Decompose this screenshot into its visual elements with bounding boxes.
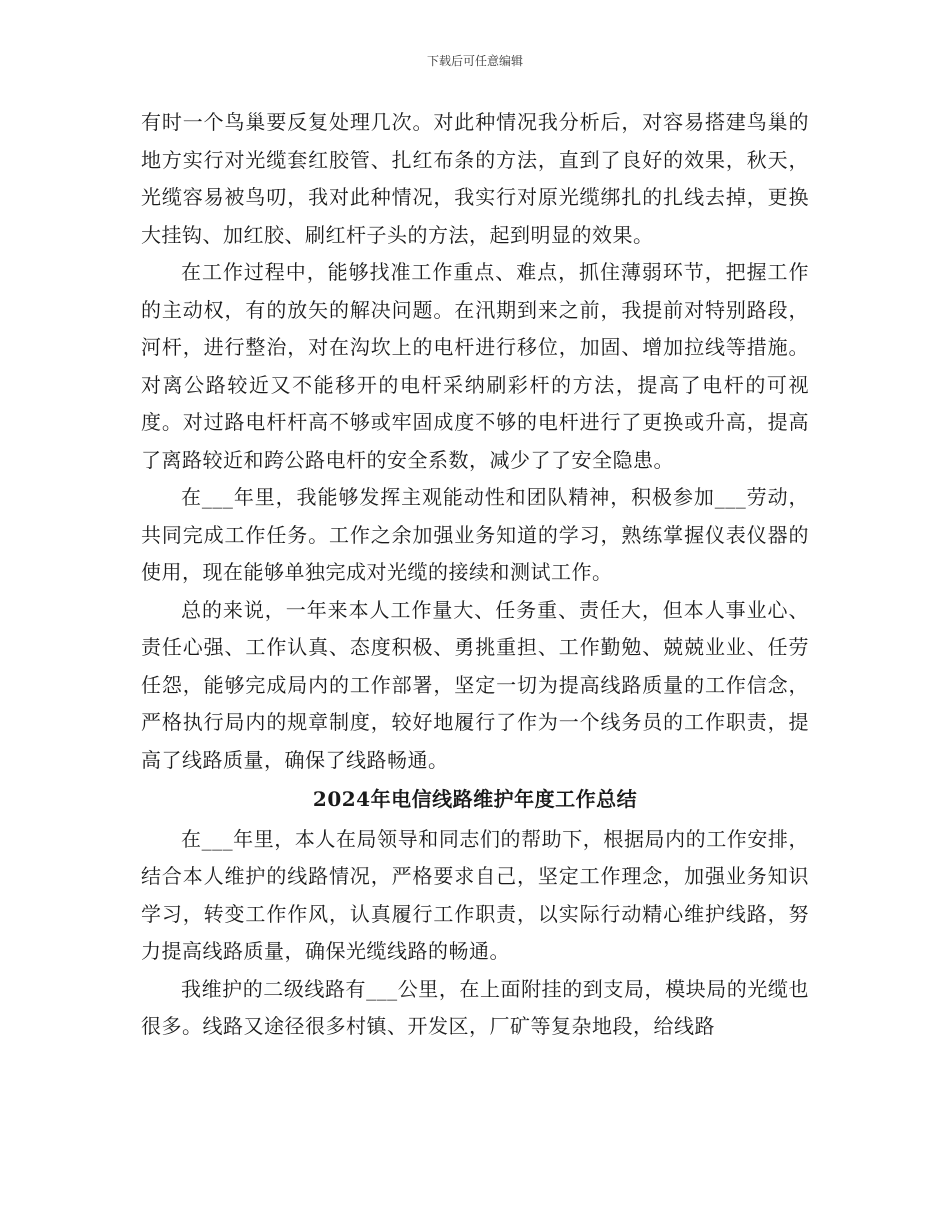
paragraph-3: 在___年里，我能够发挥主观能动性和团队精神，积极参加___劳动，共同完成工作任务。工作之余加强业务知道的学习，熟练掌握仪表仪器的使用，现在能够单独完成对光缆的接续和测试工作。 — [141, 485, 809, 584]
document-body — [141, 104, 809, 1046]
paragraph-1: 有时一个鸟巢要反复处理几次。对此种情况我分析后，对容易搭建鸟巢的地方实行对光缆套红胶管、扎红布条的方法，直到了良好的效果，秋天，光缆容易被鸟叨，我对此种情况，我实行对原光缆绑扎的扎线去掉，更换大挂钩、加红胶、刷红杆子头的方法，起到明显的效果。 — [141, 110, 809, 247]
paragraph-2: 在工作过程中，能够找准工作重点、难点，抓住薄弱环节，把握工作的主动权，有的放矢的解决问题。在汛期到来之前，我提前对特别路段，河杆，进行整治，对在沟坎上的电杆进行移位，加固、增加拉线等措施。对离公路较近又不能移开的电杆采纳刷彩杆的方法，提高了电杆的可视度。对过路电杆杆高不够或牢固成度不够的电杆进行了更换或升高，提高了离路较近和跨公路电杆的安全系数，减少了了安全隐患。 — [141, 260, 809, 472]
paragraph-6: 我维护的二级线路有___公里，在上面附挂的到支局，模块局的光缆也很多。线路又途径很多村镇、开发区，厂矿等复杂地段，给线路 — [141, 976, 809, 1038]
page-header: 下载后可任意编辑 — [426, 54, 523, 68]
paragraph-5: 在___年里，本人在局领导和同志们的帮助下，根据局内的工作安排，结合本人维护的线路情况，严格要求自己，坚定工作理念，加强业务知识学习，转变工作作风，认真履行工作职责，以实际行动精心维护线路，努力提高线路质量，确保光缆线路的畅通。 — [141, 826, 809, 963]
paragraph-4: 总的来说，一年来本人工作量大、任务重、责任大，但本人事业心、责任心强、工作认真、态度积极、勇挑重担、工作勤勉、兢兢业业、任劳任怨，能够完成局内的工作部署，坚定一切为提高线路质量的工作信念，严格执行局内的规章制度，较好地履行了作为一个线务员的工作职责，提高了线路质量，确保了线路畅通。 — [141, 597, 809, 772]
section-title: 2024年电信线路维护年度工作总结 — [312, 787, 638, 811]
